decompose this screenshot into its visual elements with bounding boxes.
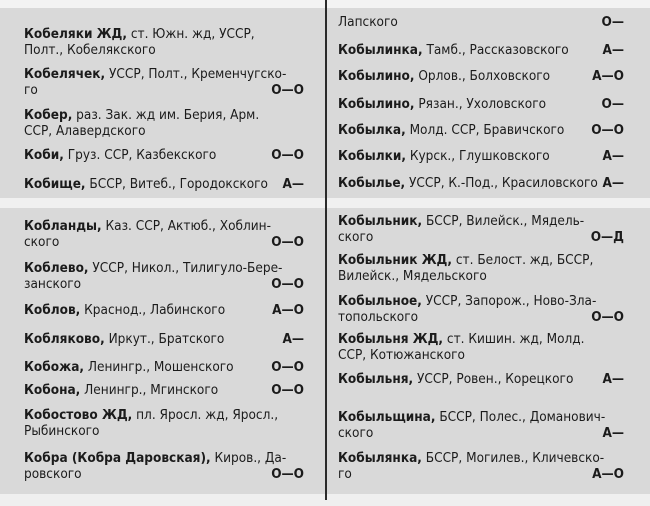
entry-text: пл. Яросл. жд, Яросл., — [136, 407, 279, 423]
entry-code: О— — [601, 14, 624, 30]
entry-headword: Коблов, — [24, 302, 81, 318]
entry-text: БССР, Полес., Доманович- — [439, 409, 606, 425]
entry-text: ст. Кишин. жд, Молд. — [446, 331, 585, 347]
entry-text: Лапского — [338, 14, 398, 30]
entry-line-first — [338, 148, 624, 164]
entry-code: О—О — [591, 309, 624, 325]
entry — [338, 96, 624, 112]
entry — [24, 147, 304, 163]
entry-line-first — [24, 26, 304, 42]
entry — [338, 14, 624, 30]
entry — [24, 176, 304, 192]
entry — [338, 213, 624, 245]
entry-line-first — [338, 122, 624, 138]
entry — [338, 293, 624, 325]
entry — [338, 331, 624, 363]
entry-code: О—О — [271, 276, 304, 292]
entry-text: го — [338, 466, 352, 482]
entry-text: ст. Южн. жд, УССР, — [130, 26, 255, 42]
entry-code: О—О — [271, 234, 304, 250]
entry-line — [24, 423, 304, 439]
entry-text: Каз. ССР, Актюб., Хоблин- — [105, 218, 271, 234]
entry-line-first — [24, 218, 304, 234]
entry-line-first — [338, 14, 624, 30]
entry-text: БССР, Вилейск., Мядель- — [425, 213, 585, 229]
entry-headword: Кобылино, — [338, 68, 415, 84]
entry-headword: Кобра (Кобра Даровская), — [24, 450, 211, 466]
entry — [24, 331, 304, 347]
entry-headword: Кобер, — [24, 107, 73, 123]
entry-text: Орлов., Болховского — [418, 68, 551, 84]
entry-line — [338, 466, 624, 482]
entry — [338, 175, 624, 191]
entry-line-first — [338, 409, 624, 425]
entry-text: ского — [338, 229, 374, 245]
entry-text: ст. Белост. жд, БССР, — [455, 252, 594, 268]
entry-line-first — [338, 331, 624, 347]
entry-line-first — [338, 293, 624, 309]
entry-line-first — [24, 176, 304, 192]
entry — [338, 409, 624, 441]
entry — [24, 66, 304, 98]
entry-code: О— — [601, 96, 624, 112]
entry-text: БССР, Витеб., Городокского — [89, 176, 268, 192]
entry-text: Полт., Кобелякского — [24, 42, 156, 58]
entry-headword: Кобелячек, — [24, 66, 106, 82]
entry-code: А— — [602, 175, 624, 191]
entry-headword: Кобылянка, — [338, 450, 422, 466]
entry-headword: Коби, — [24, 147, 64, 163]
entry — [338, 122, 624, 138]
entry — [338, 42, 624, 58]
entry — [24, 359, 304, 375]
entry-line — [338, 229, 624, 245]
entry-line-first — [24, 260, 304, 276]
entry-line-first — [338, 252, 624, 268]
entry-code: А— — [602, 425, 624, 441]
entry-line — [338, 309, 624, 325]
entry-headword: Кобылино, — [338, 96, 415, 112]
entry-text: УССР, К.-Под., Красиловского — [409, 175, 598, 191]
entry-line-first — [338, 371, 624, 387]
entry-code: А—О — [272, 302, 304, 318]
entry-headword: Кобыльня, — [338, 371, 414, 387]
entry-headword: Кобостово ЖД, — [24, 407, 133, 423]
entry — [24, 26, 304, 58]
entry-line — [24, 82, 304, 98]
entry-headword: Кобылка, — [338, 122, 406, 138]
entry-text: Вилейск., Мядельского — [338, 268, 487, 284]
entry-line-first — [24, 147, 304, 163]
entry-code: О—О — [271, 466, 304, 482]
entry-text: ровского — [24, 466, 82, 482]
entry-headword: Кобожа, — [24, 359, 84, 375]
entry-line-first — [338, 450, 624, 466]
entry-line — [24, 276, 304, 292]
entry-line — [338, 268, 624, 284]
entry-headword: Кобылинка, — [338, 42, 423, 58]
entry-text: го — [24, 82, 38, 98]
entry-text: раз. Зак. жд им. Берия, Арм. — [76, 107, 260, 123]
column-divider — [325, 0, 327, 500]
entry-line-first — [24, 331, 304, 347]
entry-line — [338, 347, 624, 363]
entry-code: О—О — [271, 147, 304, 163]
entry-text: ского — [338, 425, 374, 441]
entry-headword: Кобыльник ЖД, — [338, 252, 452, 268]
entry-line-first — [338, 68, 624, 84]
entry-text: Тамб., Рассказовского — [426, 42, 569, 58]
entry — [338, 68, 624, 84]
entry-headword: Кобона, — [24, 382, 81, 398]
entry-text: Иркут., Братского — [108, 331, 225, 347]
entry-headword: Коблево, — [24, 260, 89, 276]
entry-headword: Кобляково, — [24, 331, 105, 347]
entry-text: Курск., Глушковского — [409, 148, 550, 164]
entry-text: Молд. ССР, Бравичского — [409, 122, 565, 138]
entry-line — [24, 123, 304, 139]
entry-text: БССР, Могилев., Кличевско- — [425, 450, 605, 466]
entry-line-first — [338, 96, 624, 112]
entry-headword: Кобыльня ЖД, — [338, 331, 444, 347]
entry-code: А— — [282, 331, 304, 347]
entry — [338, 371, 624, 387]
entry-line-first — [24, 302, 304, 318]
entry-text: Груз. ССР, Казбекского — [67, 147, 217, 163]
entry — [24, 407, 304, 439]
entry-text: Рыбинского — [24, 423, 100, 439]
entry-headword: Кобылки, — [338, 148, 407, 164]
entry-text: ССР, Котюжанского — [338, 347, 465, 363]
entry-line — [338, 425, 624, 441]
entry — [24, 107, 304, 139]
entry-line-first — [338, 213, 624, 229]
entry-text: занского — [24, 276, 82, 292]
entry-line-first — [338, 175, 624, 191]
entry-line — [24, 466, 304, 482]
entry-text: Рязан., Ухоловского — [418, 96, 547, 112]
entry-line-first — [24, 359, 304, 375]
entry — [338, 252, 624, 284]
entry — [24, 450, 304, 482]
entry-headword: Кобыльник, — [338, 213, 423, 229]
entry-code: А— — [602, 148, 624, 164]
entry — [24, 260, 304, 292]
entry-line-first — [24, 407, 304, 423]
entry-headword: Кобеляки ЖД, — [24, 26, 127, 42]
entry-text: Ленингр., Мошенского — [87, 359, 234, 375]
entry-text: УССР, Полт., Кременчугско- — [109, 66, 287, 82]
entry-text: Краснод., Лабинского — [84, 302, 226, 318]
entry-text: ского — [24, 234, 60, 250]
entry-code: О—Д — [590, 229, 624, 245]
entry — [338, 148, 624, 164]
entry-line-first — [24, 107, 304, 123]
entry-code: О—О — [271, 382, 304, 398]
entry-text: УССР, Никол., Тилигуло-Бере- — [92, 260, 283, 276]
entry — [24, 302, 304, 318]
entry-headword: Кобыльщина, — [338, 409, 436, 425]
entry-text: УССР, Запорож., Ново-Зла- — [425, 293, 597, 309]
entry-text: Ленингр., Мгинского — [84, 382, 219, 398]
entry-code: А— — [602, 42, 624, 58]
entry-code: О—О — [591, 122, 624, 138]
entry-line — [24, 234, 304, 250]
entry-line-first — [338, 42, 624, 58]
entry-text: топольского — [338, 309, 419, 325]
entry-text: ССР, Алавердского — [24, 123, 146, 139]
entry-headword: Кобище, — [24, 176, 86, 192]
entry-line-first — [24, 450, 304, 466]
entry-headword: Кобыльное, — [338, 293, 422, 309]
entry-code: О—О — [271, 359, 304, 375]
entry-headword: Кобланды, — [24, 218, 102, 234]
entry-code: А— — [602, 371, 624, 387]
entry-headword: Кобылье, — [338, 175, 406, 191]
entry — [338, 450, 624, 482]
entry-text: Киров., Да- — [214, 450, 287, 466]
entry — [24, 382, 304, 398]
entry-code: А— — [282, 176, 304, 192]
entry-line — [24, 42, 304, 58]
entry-code: О—О — [271, 82, 304, 98]
entry-text: УССР, Ровен., Корецкого — [416, 371, 574, 387]
entry-line-first — [24, 382, 304, 398]
entry-line-first — [24, 66, 304, 82]
entry — [24, 218, 304, 250]
entry-code: А—О — [592, 466, 624, 482]
entry-code: А—О — [592, 68, 624, 84]
